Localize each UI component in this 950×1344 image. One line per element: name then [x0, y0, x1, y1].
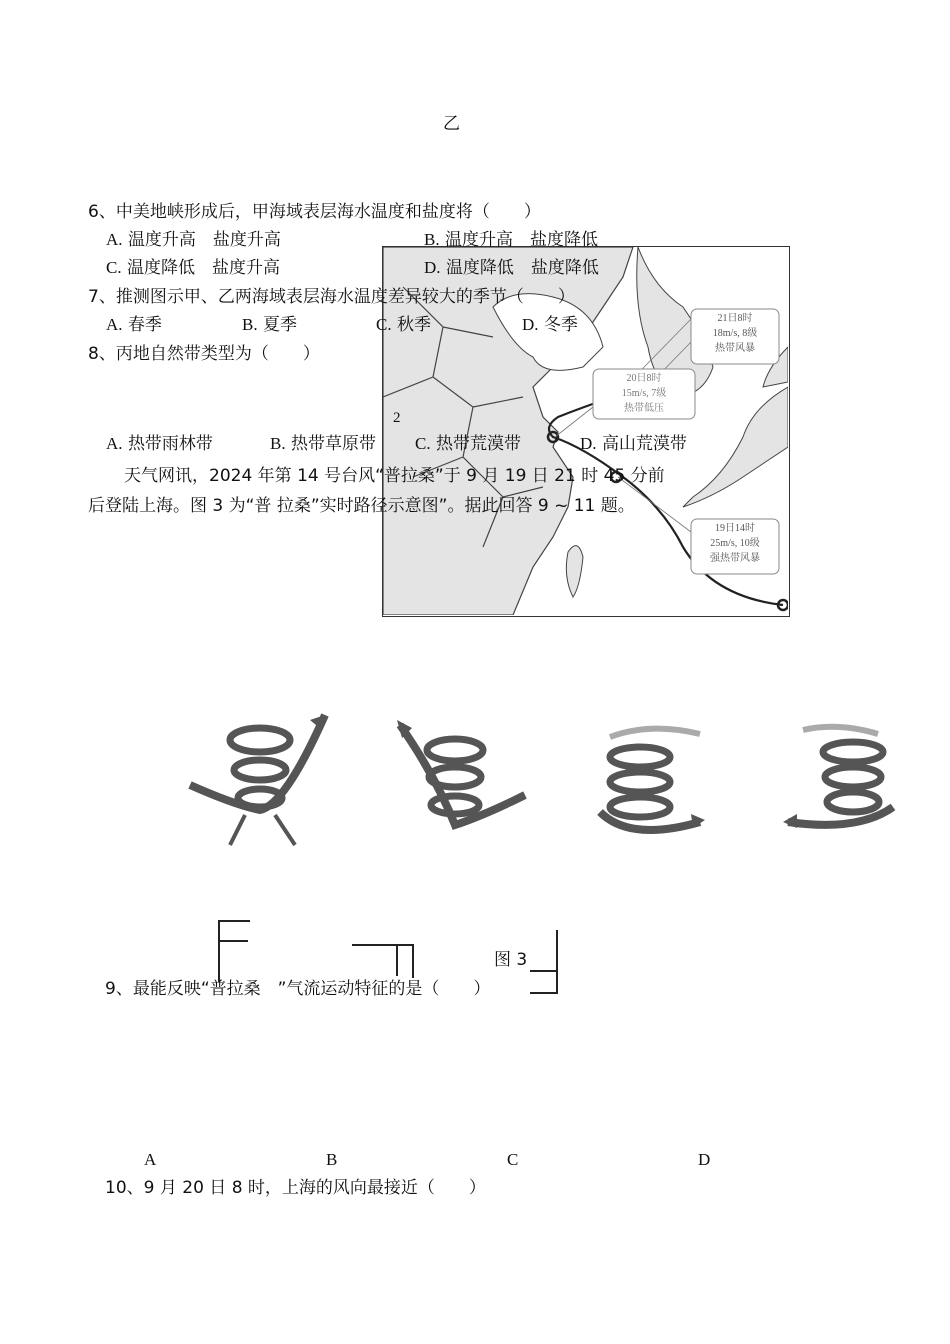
line-fragment	[220, 940, 248, 942]
option-key: A.	[106, 434, 123, 453]
question-8: 8、丙地自然带类型为（ ）	[88, 344, 320, 364]
q6-option-b	[424, 230, 598, 250]
label-speed: 15m/s, 7级	[621, 388, 667, 399]
option-text: 温度升高 盐度升高	[127, 230, 281, 250]
q7-option-c	[376, 315, 431, 335]
question-9: 9、最能反映“普拉桑 ”气流运动特征的是（ ）	[105, 979, 491, 999]
option-text: 温度升高 盐度降低	[445, 230, 598, 250]
q8-option-c	[415, 434, 521, 454]
stray-label: 2	[393, 410, 401, 426]
label-type: 热带低压	[624, 403, 664, 414]
map-label-21	[691, 311, 779, 356]
line-fragment	[396, 946, 398, 976]
option-text: 热带荒漠带	[436, 434, 521, 454]
figure-caption: 图 3	[494, 950, 528, 970]
q9-option-b: B	[326, 1150, 338, 1169]
option-key: B.	[270, 434, 286, 453]
q8-option-d	[580, 434, 687, 454]
label-type: 强热带风暴	[710, 553, 760, 564]
q9-option-a: A	[144, 1150, 157, 1169]
airflow-diagram-a	[185, 710, 335, 855]
option-text: 热带草原带	[291, 434, 376, 454]
q7-option-a	[106, 315, 162, 335]
question-10: 10、9 月 20 日 8 时，上海的风向最接近（ ）	[105, 1178, 486, 1198]
option-text: 高山荒漠带	[601, 434, 687, 454]
option-text: 夏季	[263, 315, 297, 335]
option-text: 秋季	[397, 315, 431, 335]
option-text: 冬季	[543, 315, 578, 335]
q7-option-b	[242, 315, 297, 335]
map-label-20	[593, 371, 695, 416]
option-key: D.	[522, 315, 539, 334]
q9-option-d: D	[698, 1150, 711, 1169]
label-time: 20日8时	[626, 373, 662, 384]
label-speed: 25m/s, 10级	[710, 538, 760, 549]
option-key: A.	[106, 315, 123, 334]
q9-option-c: C	[507, 1150, 519, 1169]
option-key: C.	[415, 434, 431, 453]
line-fragment	[530, 930, 558, 994]
option-text: 温度降低 盐度降低	[445, 258, 599, 278]
q6-option-d	[424, 258, 599, 278]
airflow-diagram-d	[778, 722, 903, 842]
q8-option-b	[270, 434, 376, 454]
option-text: 热带雨林带	[127, 434, 213, 454]
line-fragment	[530, 970, 556, 972]
q8-option-a	[106, 434, 213, 454]
option-key: B.	[424, 230, 440, 249]
map-label-19	[691, 521, 779, 566]
q6-option-a	[106, 230, 281, 250]
question-6: 6、中美地峡形成后，甲海域表层海水温度和盐度将（ ）	[88, 202, 541, 222]
passage-line-1: 天气网讯，2024 年第 14 号台风“普拉桑”于 9 月 19 日 21 时 45 分前	[124, 466, 665, 486]
label-speed: 18m/s, 8级	[712, 328, 758, 339]
q6-option-c	[106, 258, 280, 278]
option-text: 春季	[127, 315, 162, 335]
option-key: D.	[580, 434, 597, 453]
option-key: C.	[106, 258, 122, 277]
option-key: B.	[242, 315, 258, 334]
label-time: 21日8时	[717, 313, 753, 324]
question-7: 7、推测图示甲、乙两海域表层海水温度差异较大的季节（ ）	[88, 287, 575, 307]
option-key: A.	[106, 230, 123, 249]
option-key: C.	[376, 315, 392, 334]
option-text: 温度降低 盐度升高	[127, 258, 280, 278]
figure-label-yi: 乙	[443, 114, 460, 134]
q7-option-d	[522, 315, 578, 335]
line-fragment	[352, 944, 414, 978]
option-key: D.	[424, 258, 441, 277]
label-type: 热带风暴	[715, 343, 755, 354]
line-fragment	[218, 920, 250, 982]
airflow-diagram-c	[590, 722, 720, 847]
airflow-diagram-b	[385, 715, 530, 855]
passage-line-2: 后登陆上海。图 3 为“普 拉桑”实时路径示意图”。据此回答 9 ~ 11 题。	[88, 496, 635, 516]
label-time: 19日14时	[715, 523, 755, 534]
